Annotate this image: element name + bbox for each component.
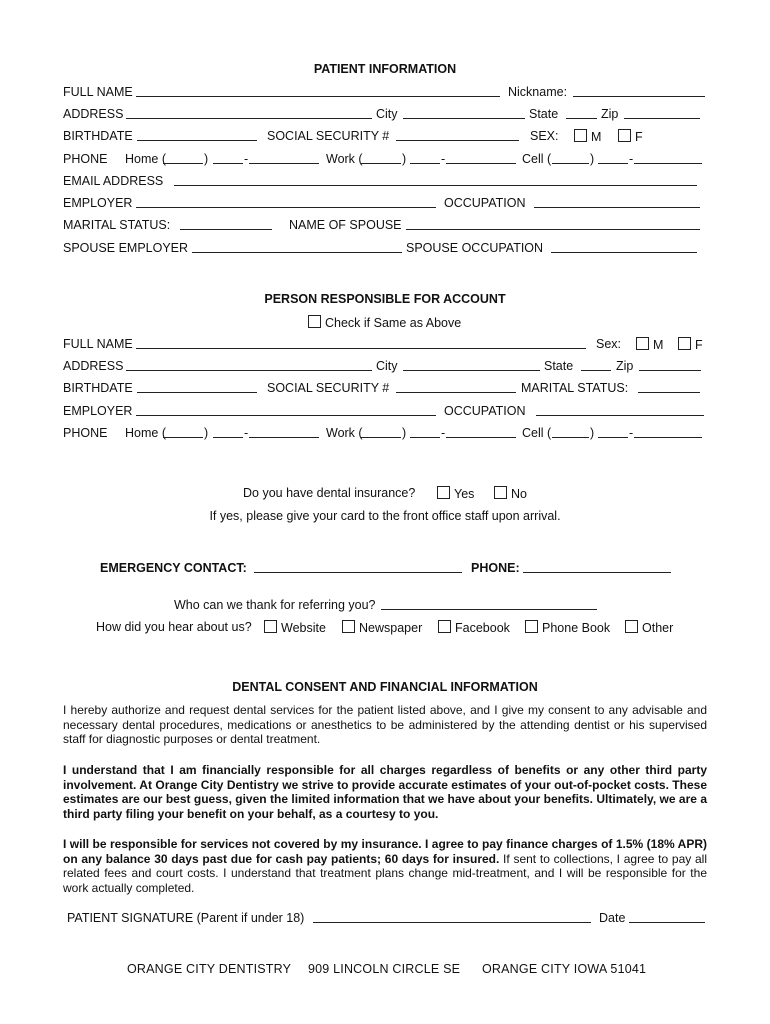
male-label: M xyxy=(591,130,602,144)
sex-male-option[interactable] xyxy=(574,129,601,145)
hear-option-facebook[interactable] xyxy=(438,620,510,636)
resp-sex-label: Sex: xyxy=(596,337,622,351)
resp-cell-number-field[interactable] xyxy=(634,426,702,438)
spouse-name-field[interactable] xyxy=(406,218,700,230)
resp-home-area-field[interactable] xyxy=(163,426,203,438)
resp-birthdate-field[interactable] xyxy=(137,381,257,393)
resp-home-prefix-field[interactable] xyxy=(213,426,243,438)
zip-field[interactable] xyxy=(624,107,700,119)
resp-state-field[interactable] xyxy=(581,359,611,371)
spouse-name-label: NAME OF SPOUSE xyxy=(289,218,402,232)
responsible-birth-row xyxy=(63,381,708,396)
cell-phone-label: Cell ( xyxy=(522,152,552,166)
resp-full-name-field[interactable] xyxy=(136,337,586,349)
website-checkbox[interactable] xyxy=(264,620,277,633)
patient-address-row xyxy=(63,107,708,122)
occupation-label: OCCUPATION xyxy=(444,196,526,210)
signature-row xyxy=(67,911,708,926)
emergency-phone-field[interactable] xyxy=(523,561,671,573)
signature-label: PATIENT SIGNATURE (Parent if under 18) xyxy=(67,911,305,925)
home-area-field[interactable] xyxy=(163,152,203,164)
work-prefix-field[interactable] xyxy=(410,152,440,164)
home-prefix-field[interactable] xyxy=(213,152,243,164)
facebook-checkbox[interactable] xyxy=(438,620,451,633)
birthdate-label: BIRTHDATE xyxy=(63,129,133,143)
cell-prefix-field[interactable] xyxy=(598,152,628,164)
patient-marital-row xyxy=(63,218,708,233)
nickname-label: Nickname: xyxy=(508,85,568,99)
work-area-field[interactable] xyxy=(361,152,401,164)
signature-field[interactable] xyxy=(313,911,591,923)
patient-employer-row xyxy=(63,196,708,211)
resp-marital-label: MARITAL STATUS: xyxy=(521,381,629,395)
employer-label: EMPLOYER xyxy=(63,196,133,210)
state-field[interactable] xyxy=(566,107,597,119)
hear-option-website[interactable] xyxy=(264,620,326,636)
hear-option-phone-book[interactable] xyxy=(525,620,610,636)
consent-paragraph-3 xyxy=(63,837,707,895)
responsible-employer-row xyxy=(63,404,708,419)
email-field[interactable] xyxy=(174,174,697,186)
phone-book-checkbox[interactable] xyxy=(525,620,538,633)
resp-city-label: City xyxy=(376,359,398,373)
resp-male-label: M xyxy=(653,338,664,352)
footer-practice-name: ORANGE CITY DENTISTRY xyxy=(127,962,292,976)
emergency-contact-label: EMERGENCY CONTACT: xyxy=(100,561,247,575)
insurance-no-option[interactable] xyxy=(494,486,527,502)
facebook-label: Facebook xyxy=(455,621,510,635)
female-label: F xyxy=(635,130,643,144)
home-number-field[interactable] xyxy=(249,152,319,164)
cell-number-field[interactable] xyxy=(634,152,702,164)
phone-book-label: Phone Book xyxy=(542,621,611,635)
hear-about-label: How did you hear about us? xyxy=(96,620,252,634)
employer-field[interactable] xyxy=(136,196,436,208)
resp-phone-label: PHONE xyxy=(63,426,108,440)
spouse-occupation-label: SPOUSE OCCUPATION xyxy=(406,241,544,255)
spouse-employer-label: SPOUSE EMPLOYER xyxy=(63,241,189,255)
footer-city: ORANGE CITY IOWA 51041 xyxy=(482,962,647,976)
emergency-contact-field[interactable] xyxy=(254,561,462,573)
resp-city-field[interactable] xyxy=(403,359,540,371)
insurance-no-label: No xyxy=(511,487,527,501)
zip-label: Zip xyxy=(601,107,619,121)
resp-home-number-field[interactable] xyxy=(249,426,319,438)
address-field[interactable] xyxy=(126,107,372,119)
cell-area-field[interactable] xyxy=(552,152,589,164)
hear-option-newspaper[interactable] xyxy=(342,620,422,636)
occupation-field[interactable] xyxy=(534,196,700,208)
marital-label: MARITAL STATUS: xyxy=(63,218,171,232)
state-label: State xyxy=(529,107,559,121)
referral-thanks-label: Who can we thank for referring you? xyxy=(174,598,376,612)
resp-employer-label: EMPLOYER xyxy=(63,404,133,418)
phone-label: PHONE xyxy=(63,152,108,166)
patient-info-heading: PATIENT INFORMATION xyxy=(313,62,457,76)
resp-address-label: ADDRESS xyxy=(63,359,124,373)
resp-female-option[interactable] xyxy=(678,337,703,353)
date-label: Date xyxy=(599,911,626,925)
consent-paragraph-2: I understand that I am financially responsible for all charges regardless of benefits or any other third party involvement. At Orange City Dentistry we strive to provide accurate estimates of your out-of-pocket costs. These estimates are our best guess, given the limited information that we have about your benefits. Ultimately, we are a third party filing your benefit on your behalf, as a courtesy to you. xyxy=(63,763,707,821)
resp-male-option[interactable] xyxy=(636,337,663,353)
resp-ssn-label: SOCIAL SECURITY # xyxy=(267,381,390,395)
patient-birth-row xyxy=(63,129,708,144)
website-label: Website xyxy=(281,621,326,635)
other-label: Other xyxy=(642,621,674,635)
resp-state-label: State xyxy=(544,359,574,373)
full-name-field[interactable] xyxy=(136,85,500,97)
consent-heading: DENTAL CONSENT AND FINANCIAL INFORMATION xyxy=(232,680,538,694)
responsible-heading: PERSON RESPONSIBLE FOR ACCOUNT xyxy=(264,292,506,306)
insurance-question: Do you have dental insurance? xyxy=(243,486,416,500)
full-name-label: FULL NAME xyxy=(63,85,133,99)
resp-full-name-label: FULL NAME xyxy=(63,337,133,351)
spouse-employer-field[interactable] xyxy=(192,241,402,253)
same-as-above-option[interactable] xyxy=(308,315,461,331)
resp-birthdate-label: BIRTHDATE xyxy=(63,381,133,395)
email-label: EMAIL ADDRESS xyxy=(63,174,164,188)
marital-field[interactable] xyxy=(180,218,272,230)
resp-work-prefix-field[interactable] xyxy=(410,426,440,438)
female-checkbox[interactable] xyxy=(618,129,631,142)
city-field[interactable] xyxy=(403,107,525,119)
insurance-yes-label: Yes xyxy=(454,487,475,501)
spouse-occupation-field[interactable] xyxy=(551,241,697,253)
consent-paragraph-1: I hereby authorize and request dental services for the patient listed above, and I give my consent to any advisable and necessary dental procedures, medications or anesthetics to be administered by the attending dentist or his supervised staff for diagnostic purposes or dental treatment. xyxy=(63,703,707,746)
responsible-name-row xyxy=(63,337,708,352)
resp-zip-label: Zip xyxy=(616,359,634,373)
resp-male-checkbox[interactable] xyxy=(636,337,649,350)
resp-marital-field[interactable] xyxy=(638,381,700,393)
resp-occupation-field[interactable] xyxy=(536,404,704,416)
sex-female-option[interactable] xyxy=(618,129,643,145)
resp-female-checkbox[interactable] xyxy=(678,337,691,350)
footer-street: 909 LINCOLN CIRCLE SE xyxy=(308,962,461,976)
resp-work-number-field[interactable] xyxy=(446,426,516,438)
other-checkbox[interactable] xyxy=(625,620,638,633)
insurance-note: If yes, please give your card to the front office staff upon arrival. xyxy=(209,509,561,523)
consent-paragraph-3-bold: I will be responsible for services not covered by my insurance. I agree to pay finance charges of 1.5% (18% APR) on any balance 30 days past due for cash pay patients; 60 days for insured. xyxy=(63,837,707,866)
responsible-phone-row: PHONE Home ( ) - Work ( ) - Cell ( ) - xyxy=(63,426,708,441)
resp-occupation-label: OCCUPATION xyxy=(444,404,526,418)
insurance-no-checkbox[interactable] xyxy=(494,486,507,499)
resp-work-area-field[interactable] xyxy=(361,426,401,438)
consent-paragraph-3-rest: If sent to collections, I agree to pay all related fees and court costs. I understand that treatment plans change mid-treatment, and I will be responsible for the work actually completed. xyxy=(63,851,707,895)
newspaper-label: Newspaper xyxy=(359,621,423,635)
resp-cell-prefix-field[interactable] xyxy=(598,426,628,438)
address-label: ADDRESS xyxy=(63,107,124,121)
patient-phone-row: PHONE Home ( ) - Work ( ) - Cell ( ) - xyxy=(63,152,708,167)
resp-cell-phone-label: Cell ( xyxy=(522,426,552,440)
work-number-field[interactable] xyxy=(446,152,516,164)
same-as-above-checkbox[interactable] xyxy=(308,315,321,328)
referral-name-field[interactable] xyxy=(381,598,597,610)
newspaper-checkbox[interactable] xyxy=(342,620,355,633)
insurance-yes-checkbox[interactable] xyxy=(437,486,450,499)
date-field[interactable] xyxy=(629,911,705,923)
home-phone-label: Home ( xyxy=(125,152,166,166)
responsible-address-row xyxy=(63,359,708,374)
ssn-field[interactable] xyxy=(396,129,519,141)
work-phone-label: Work ( xyxy=(326,152,363,166)
resp-cell-area-field[interactable] xyxy=(552,426,589,438)
resp-home-phone-label: Home ( xyxy=(125,426,166,440)
nickname-field[interactable] xyxy=(573,85,705,97)
patient-email-row xyxy=(63,174,708,189)
birthdate-field[interactable] xyxy=(137,129,257,141)
ssn-label: SOCIAL SECURITY # xyxy=(267,129,390,143)
resp-address-field[interactable] xyxy=(126,359,372,371)
same-as-above-label: Check if Same as Above xyxy=(325,316,462,330)
resp-employer-field[interactable] xyxy=(136,404,436,416)
sex-label: SEX: xyxy=(530,129,559,143)
insurance-yes-option[interactable] xyxy=(437,486,474,502)
hear-option-other[interactable] xyxy=(625,620,673,636)
resp-zip-field[interactable] xyxy=(639,359,701,371)
resp-female-label: F xyxy=(695,338,703,352)
city-label: City xyxy=(376,107,398,121)
resp-ssn-field[interactable] xyxy=(396,381,516,393)
patient-name-row xyxy=(63,85,708,100)
patient-spouse-row xyxy=(63,241,708,256)
male-checkbox[interactable] xyxy=(574,129,587,142)
resp-work-phone-label: Work ( xyxy=(326,426,363,440)
emergency-phone-label: PHONE: xyxy=(471,561,520,575)
